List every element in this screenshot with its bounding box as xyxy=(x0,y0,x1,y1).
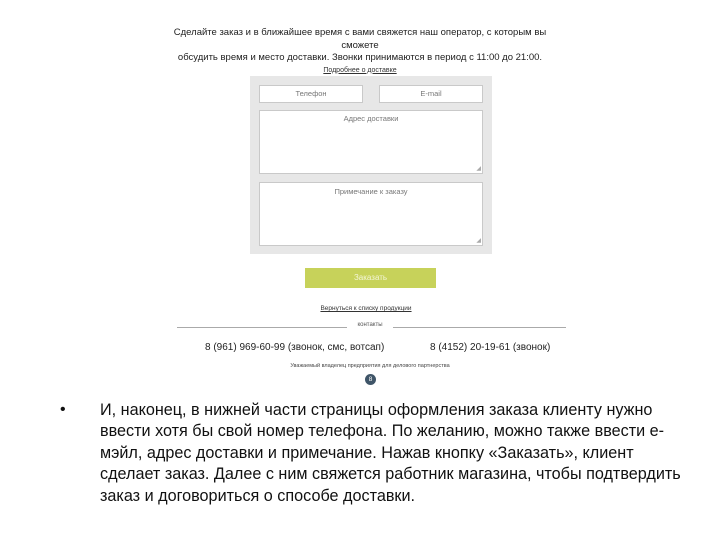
footer-note: Уважаемый владелец предприятия для делового партнерства xyxy=(290,363,450,369)
address-placeholder: Адрес доставки xyxy=(343,114,399,123)
contacts-divider-left xyxy=(177,327,347,328)
resize-handle-icon[interactable]: ◢ xyxy=(476,166,481,172)
contact-phone-2[interactable]: 8 (4152) 20-19-61 (звонок) xyxy=(430,342,551,353)
email-input[interactable]: E-mail xyxy=(379,85,483,103)
phone-input[interactable]: Телефон xyxy=(259,85,363,103)
delivery-info-link[interactable]: Подробнее о доставке xyxy=(323,66,397,74)
contacts-label: контакты xyxy=(357,322,383,328)
social-badge-icon[interactable]: 8 xyxy=(365,374,376,385)
bullet-icon: • xyxy=(60,401,66,418)
intro-line-1: Сделайте заказ и в ближайшее время с вами свяжется наш оператор, с которым вы сможете xyxy=(173,27,547,51)
back-to-products-link[interactable]: Вернуться к списку продукции xyxy=(320,305,412,312)
address-textarea[interactable] xyxy=(259,110,483,174)
comment-textarea[interactable] xyxy=(259,182,483,246)
comment-placeholder: Примечание к заказу xyxy=(334,187,408,196)
contacts-divider-right xyxy=(393,327,566,328)
contact-phone-1[interactable]: 8 (961) 969-60-99 (звонок, смс, вотсап) xyxy=(205,342,385,353)
order-submit-button[interactable]: Заказать xyxy=(305,268,436,288)
slide-description: И, наконец, в нижней части страницы оформления заказа клиенту нужно ввести хотя бы свой номер телефона. По желанию, можно также ввести е-мэйл, адрес доставки и примечание. Нажав кнопку «Заказать», клиент сделает заказ. Далее с ним свяжется работник магазина, чтобы подтвердить заказ и договориться о способе доставки. xyxy=(100,401,681,505)
intro-line-2: обсудить время и место доставки. Звонки принимаются в период с 11:00 до 21:00. xyxy=(177,52,543,63)
order-form xyxy=(250,76,492,254)
resize-handle-icon[interactable]: ◢ xyxy=(476,238,481,244)
